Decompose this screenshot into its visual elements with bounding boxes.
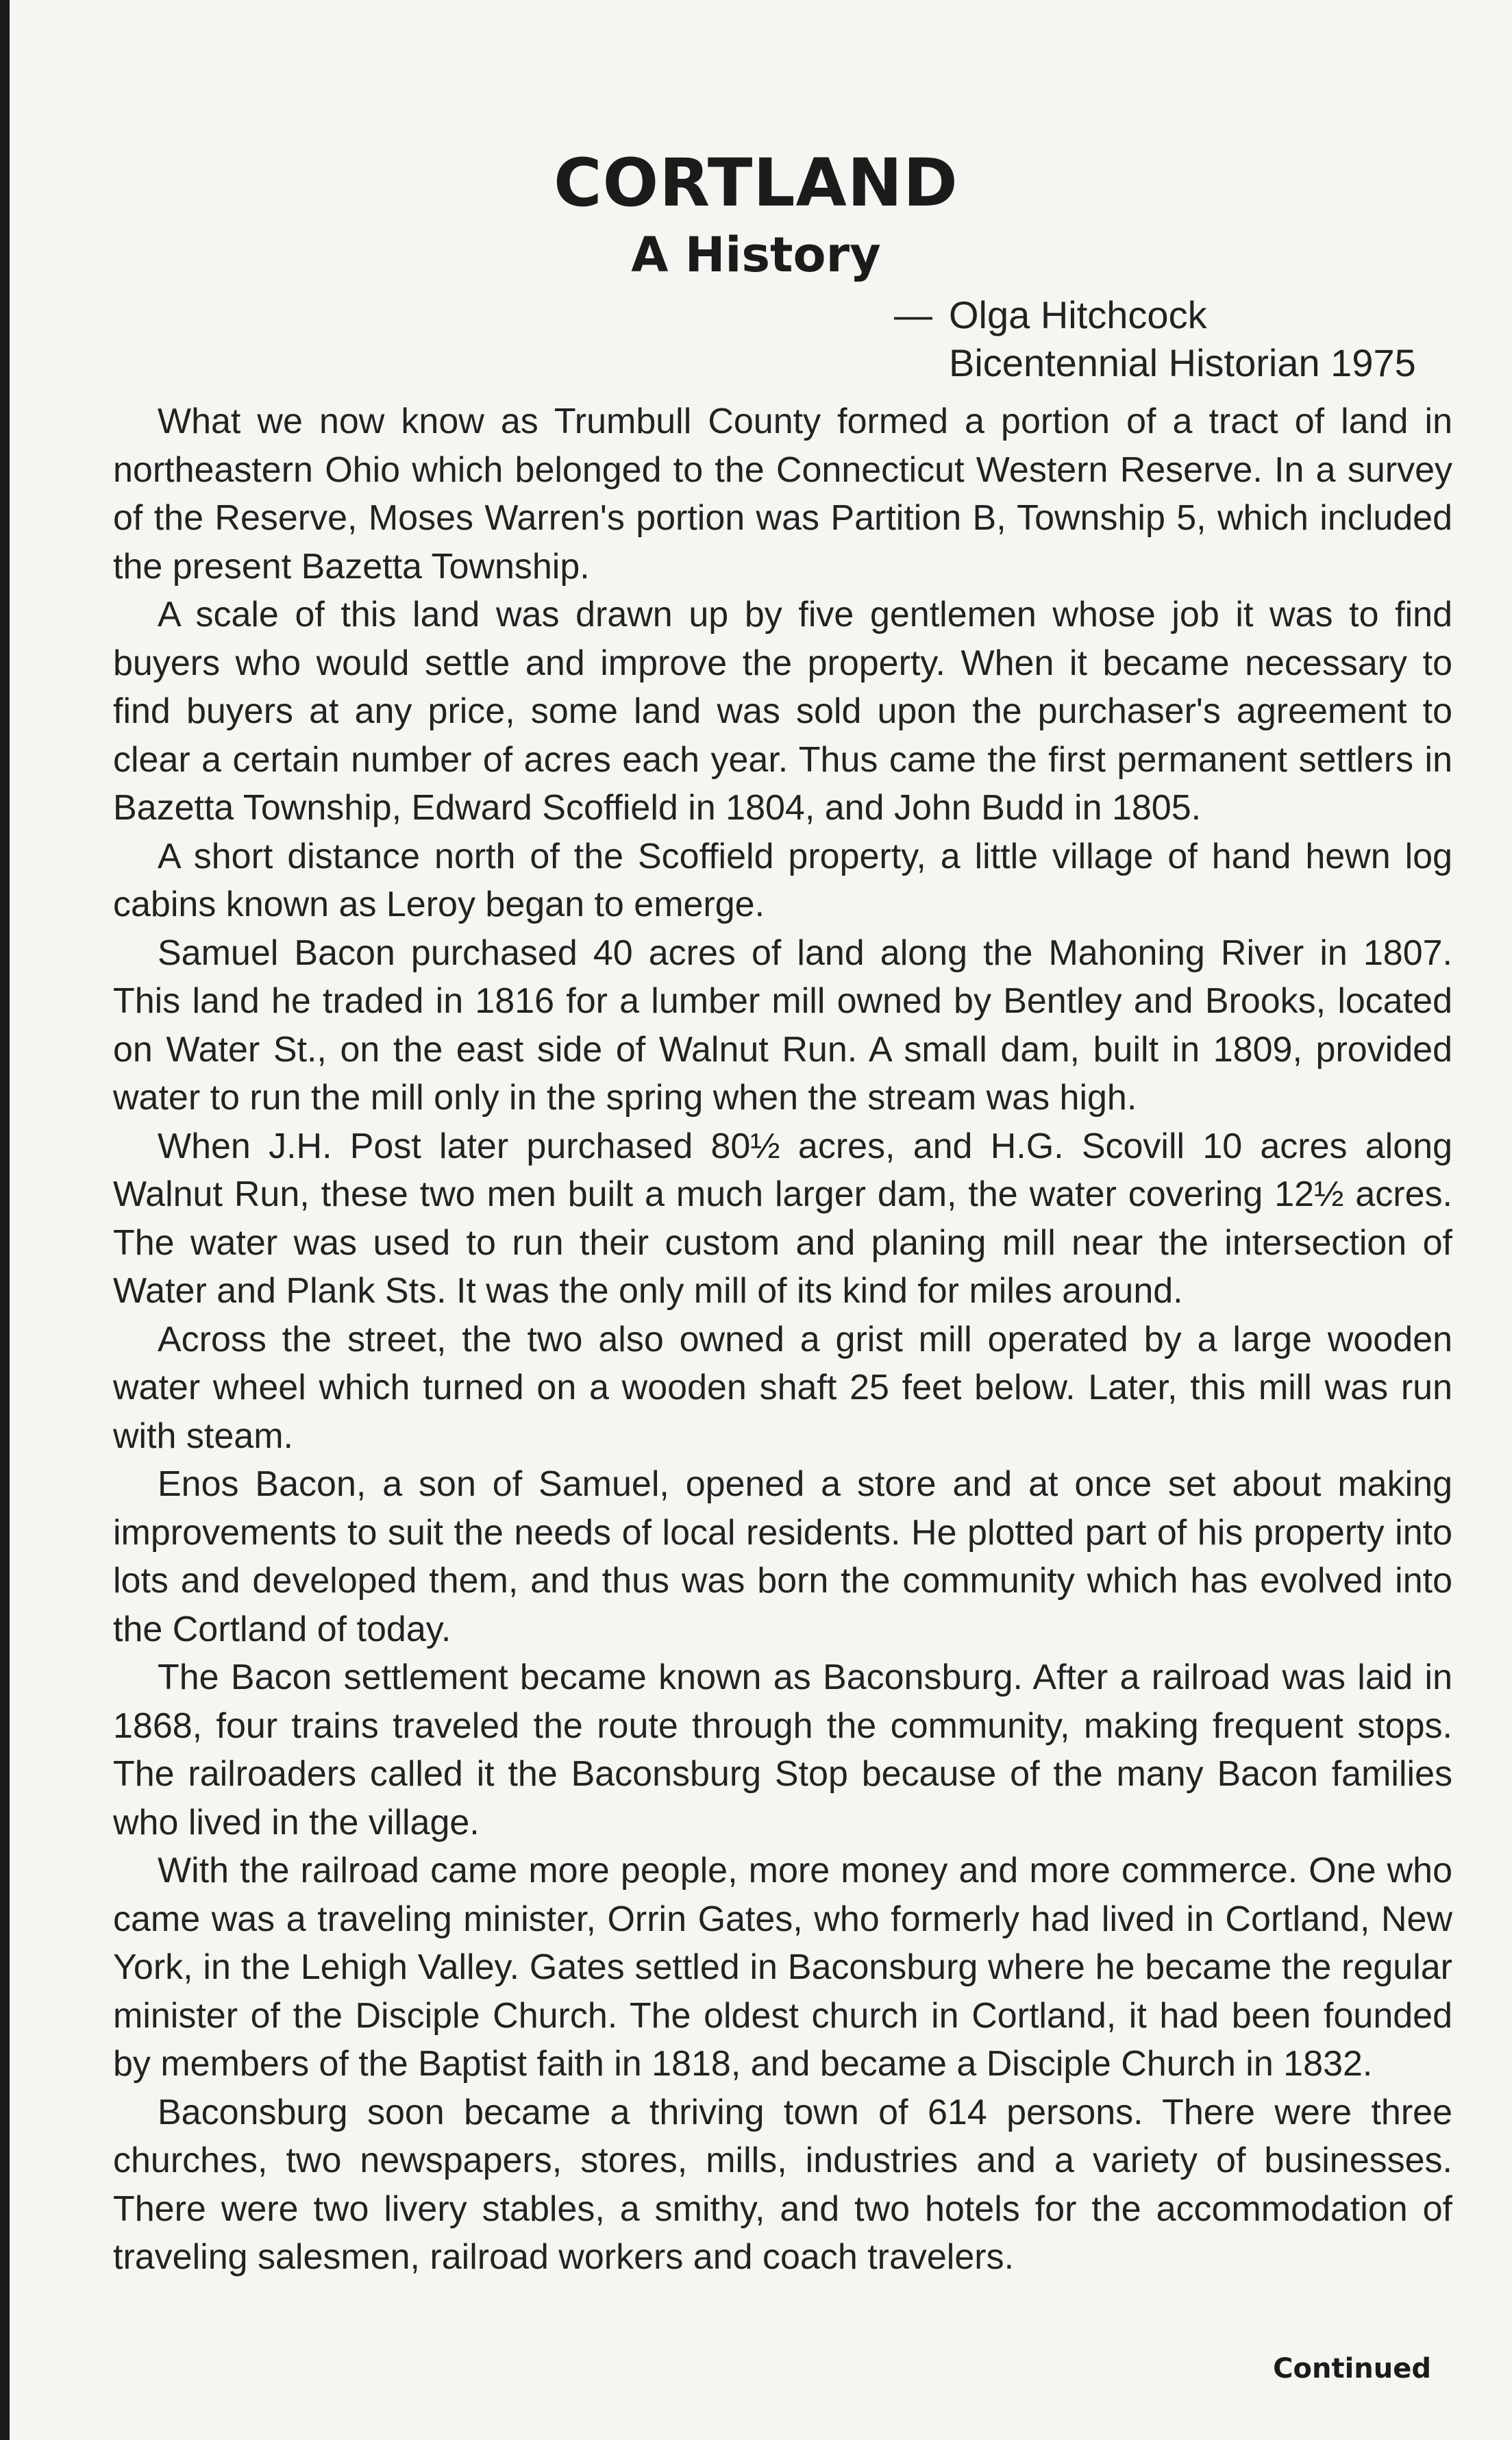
paragraph: What we now know as Trumbull County formed a portion of a tract of land in northeastern Ohio which belonged to the Connecticut Western Reserve. In a survey of the Reserve, Moses Warren's portion was Partition B, Township 5, which included the present Bazetta Township. (113, 402, 1452, 587)
paragraph: A scale of this land was drawn up by five gentlemen whose job it was to find buyers who would settle and improve the property. When it became necessary to find buyers at any price, some land was sold upon the purchaser's agreement to clear a certain number of acres each year. Thus came the first permanent settlers in Bazetta Township, Edward Scoffield in 1804, and John Budd in 1805. (113, 595, 1452, 828)
page-subtitle: A History (631, 227, 881, 283)
paragraph: The Bacon settlement became known as Baconsburg. After a railroad was laid in 1868, four trains traveled the route through the community, making frequent stops. The railroaders called it the Baconsburg Stop because of the many Bacon families who lived in the village. (113, 1658, 1452, 1843)
paragraph: Enos Bacon, a son of Samuel, opened a store and at once set about making improvements to suit the needs of local residents. He plotted part of his property into lots and developed them, and thus was born the community which has evolved into the Cortland of today. (113, 1464, 1452, 1649)
byline-author: Olga Hitchcock (949, 293, 1207, 336)
page-title: CORTLAND (554, 145, 958, 221)
byline-role: Bicentennial Historian 1975 (949, 341, 1416, 384)
byline (894, 291, 1442, 387)
byline-dash: — (894, 293, 932, 336)
paragraph: Samuel Bacon purchased 40 acres of land along the Mahoning River in 1807. This land he traded in 1816 for a lumber mill owned by Bentley and Brooks, located on Water St., on the east side of Walnut Run. A small dam, built in 1809, provided water to run the mill only in the spring when the stream was high. (113, 933, 1452, 1118)
page-spine-edge (0, 0, 10, 2440)
paragraph: With the railroad came more people, more money and more commerce. One who came was a traveling minister, Orrin Gates, who formerly had lived in Cortland, New York, in the Lehigh Valley. Gates settled in Baconsburg where he became the regular minister of the Disciple Church. The oldest church in Cortland, it had been founded by members of the Baptist faith in 1818, and became a Disciple Church in 1832. (113, 1851, 1452, 2084)
paragraph: When J.H. Post later purchased 80½ acres, and H.G. Scovill 10 acres along Walnut Run, these two men built a much larger dam, the water covering 12½ acres. The water was used to run their custom and planing mill near the intersection of Water and Plank Sts. It was the only mill of its kind for miles around. (113, 1126, 1452, 1311)
byline-author-line (894, 291, 1442, 339)
continued-label: Continued (1273, 2353, 1431, 2384)
paragraph: Baconsburg soon became a thriving town of 614 persons. There were three churches, two newspapers, stores, mills, industries and a variety of businesses. There were two livery stables, a smithy, and two hotels for the accommodation of traveling salesmen, railroad workers and coach travelers. (113, 2092, 1452, 2277)
paragraph: A short distance north of the Scoffield property, a little village of hand hewn log cabins known as Leroy began to emerge. (113, 836, 1452, 924)
article-body (113, 397, 1452, 2282)
paragraph: Across the street, the two also owned a grist mill operated by a large wooden water wheel which turned on a wooden shaft 25 feet below. Later, this mill was run with steam. (113, 1319, 1452, 1456)
